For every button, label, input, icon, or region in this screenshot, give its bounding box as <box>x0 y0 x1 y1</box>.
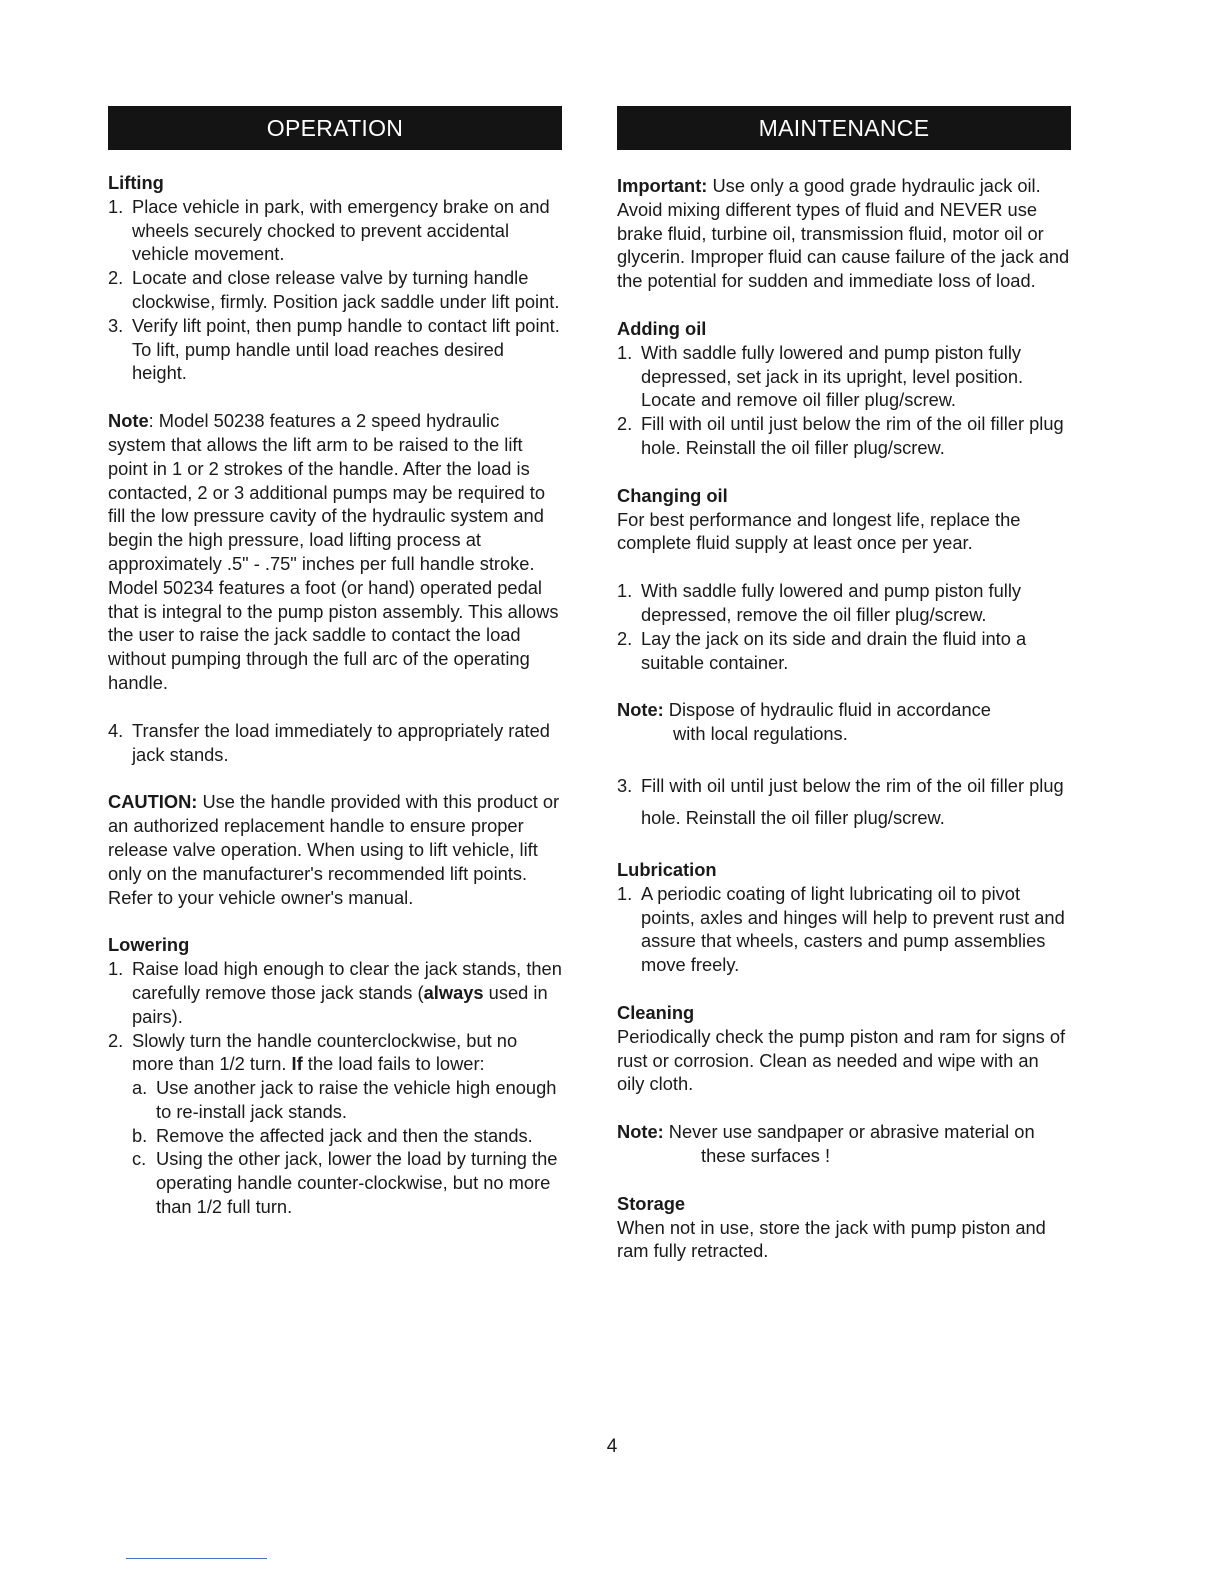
sandpaper-note: Note: Never use sandpaper or abrasive material on <box>617 1121 1035 1143</box>
storage-heading: Storage <box>617 1192 686 1214</box>
caution-label: CAUTION: <box>108 791 198 813</box>
model-note: Note: Model 50238 features a 2 speed hydraulic system that allows the lift arm to be raised to the lift point in 1 or 2 strokes of the handle. After the load is contacted, 2 or 3 additional pumps may be required to fill the low pressure cavity of the hydraulic system and begin the high pressure, load lifting process at approximately .5" - .75" inches per full handle stroke. Model 50234 features a foot (or hand) operated pedal that is integral to the pump piston assembly. This allows the user to raise the jack saddle to contact the load without pumping through the full arc of the operating handle. <box>108 410 559 693</box>
list-item: 2. Fill with oil until just below the rim of the oil filler plug hole. Reinstall the oil filler plug/screw. <box>617 413 1064 458</box>
sandpaper-note-line2: these surfaces ! <box>701 1144 831 1166</box>
list-item: 3. Fill with oil until just below the rim of the oil filler plug hole. Reinstall the oil filler plug/screw. <box>617 774 1064 828</box>
page-number: 4 <box>606 1436 618 1457</box>
maintenance-content <box>617 174 1071 1263</box>
cleaning-heading: Cleaning <box>617 1001 695 1023</box>
operation-column <box>108 106 562 1219</box>
adding-oil-heading: Adding oil <box>617 317 707 339</box>
dispose-note-line2: with local regulations. <box>673 723 848 745</box>
dispose-note: Note: Dispose of hydraulic fluid in accordance <box>617 699 991 721</box>
list-item: 2. Locate and close release valve by turning handle clockwise, firmly. Position jack saddle under lift point. <box>108 267 560 312</box>
lowering-list <box>108 957 562 1219</box>
lifting-list <box>108 195 562 385</box>
list-item: 1. With saddle fully lowered and pump piston fully depressed, remove the oil filler plug/screw. <box>617 580 1022 625</box>
changing-oil-text: For best performance and longest life, replace the complete fluid supply at least once per year. <box>617 508 1021 554</box>
list-item: 1. A periodic coating of light lubricating oil to pivot points, axles and hinges will help to prevent rust and assure that wheels, casters and pump assemblies move freely. <box>617 882 1065 976</box>
note-label: Note <box>108 410 149 432</box>
storage-text: When not in use, store the jack with pump piston and ram fully retracted. <box>617 1216 1046 1262</box>
list-item: 2. Lay the jack on its side and drain the fluid into a suitable container. <box>617 627 1027 673</box>
sub-list-item: c. Using the other jack, lower the load by turning the operating handle counter-clockwise, but no more than 1/2 full turn. <box>132 1148 558 1218</box>
note-label: Note: <box>617 1121 664 1143</box>
sub-list-item: a. Use another jack to raise the vehicle high enough to re-install jack stands. <box>132 1077 557 1122</box>
list-item: 3. Verify lift point, then pump handle to contact lift point. To lift, pump handle until load reaches desired height. <box>108 314 560 384</box>
lifting-heading: Lifting <box>108 172 164 193</box>
operation-content <box>108 171 562 1219</box>
list-item: 4. Transfer the load immediately to appropriately rated jack stands. <box>108 719 550 765</box>
changing-oil-list <box>617 579 1071 674</box>
adding-oil-list <box>617 341 1071 460</box>
list-item: 1. Place vehicle in park, with emergency brake on and wheels securely chocked to prevent accidental vehicle movement. <box>108 195 550 265</box>
maintenance-column <box>617 106 1071 1263</box>
caution-paragraph: CAUTION: Use the handle provided with this product or an authorized replacement handle to ensure proper release valve operation. When using to lift vehicle, lift only on the manufacturer's recommended lift points. Refer to your vehicle owner's manual. <box>108 791 560 908</box>
cleaning-text: Periodically check the pump piston and ram for signs of rust or corrosion. Clean as needed and wipe with an oily cloth. <box>617 1025 1066 1095</box>
important-label: Important: <box>617 175 708 196</box>
note-label: Note: <box>617 699 664 721</box>
list-item: 1. Raise load high enough to clear the jack stands, then carefully remove those jack stands (always used in pairs). <box>108 958 562 1027</box>
list-item: 2. Slowly turn the handle counterclockwise, but no more than 1/2 turn. If the load fails to lower: <box>108 1029 518 1075</box>
important-paragraph: Important: Use only a good grade hydraulic jack oil. Avoid mixing different types of fluid and NEVER use brake fluid, turbine oil, transmission fluid, motor oil or glycerin. Improper fluid can cause failure of the jack and the potential for sudden and immediate loss of load. <box>617 175 1070 292</box>
operation-banner: OPERATION <box>108 106 562 150</box>
lowering-heading: Lowering <box>108 934 190 956</box>
lubrication-heading: Lubrication <box>617 858 717 880</box>
footer-divider <box>126 1558 267 1559</box>
list-item: 1. With saddle fully lowered and pump piston fully depressed, set jack in its upright, level position. Locate and remove oil filler plug/screw. <box>617 341 1024 411</box>
sub-list-item: b. Remove the affected jack and then the stands. <box>132 1124 533 1146</box>
maintenance-banner: MAINTENANCE <box>617 106 1071 150</box>
changing-oil-heading: Changing oil <box>617 484 728 506</box>
